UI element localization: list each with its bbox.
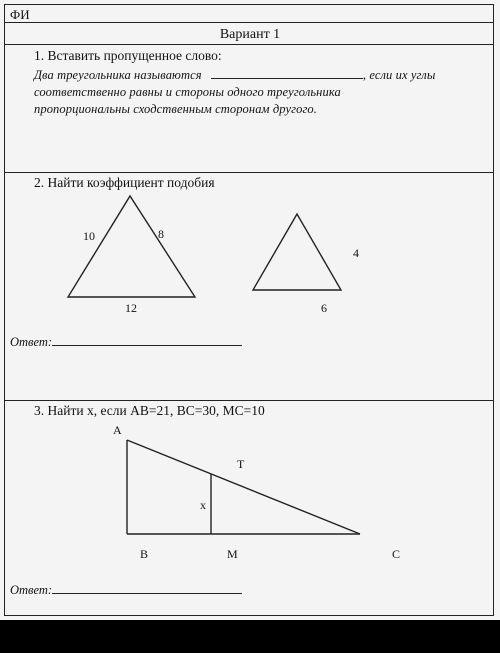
- bottom-black-bar: [0, 620, 500, 653]
- small-triangle-base: 6: [321, 301, 327, 315]
- point-b-label: B: [140, 547, 149, 561]
- big-triangle-base: 12: [125, 301, 137, 315]
- task1-line3: пропорциональны сходственным сторонам другого.: [34, 102, 317, 116]
- point-c-label: C: [392, 547, 401, 561]
- point-t-label: T: [237, 457, 245, 471]
- task3-answer-label: Ответ:: [10, 583, 53, 597]
- task3-answer: [10, 583, 242, 598]
- task1-line2: соответственно равны и стороны одного треугольника: [34, 85, 341, 99]
- task1-line1-end: , если их углы: [362, 68, 436, 82]
- big-triangle-left-side: 10: [83, 229, 95, 243]
- name-label: ФИ: [10, 7, 30, 22]
- x-label: x: [200, 498, 206, 512]
- big-triangle: [68, 196, 195, 297]
- task3-answer-line[interactable]: [52, 583, 242, 594]
- variant-title: Вариант 1: [219, 27, 281, 42]
- big-triangle-right-side: 8: [158, 227, 164, 241]
- small-triangle: [253, 214, 341, 290]
- task2-title: 2. Найти коэффициент подобия: [34, 175, 215, 190]
- task2-answer-label: Ответ:: [10, 335, 53, 349]
- task1-line1-start: Два треугольника называются: [34, 68, 202, 82]
- divider: [4, 400, 494, 401]
- point-a-label: A: [113, 423, 122, 437]
- point-m-label: M: [227, 547, 238, 561]
- task1-title: 1. Вставить пропущенное слово:: [34, 48, 222, 63]
- task2-answer: [10, 335, 242, 350]
- task2-answer-line[interactable]: [52, 335, 242, 346]
- segment-ac: [127, 440, 360, 534]
- small-triangle-right-side: 4: [353, 246, 359, 260]
- task3-title: 3. Найти x, если AB=21, BC=30, MC=10: [34, 403, 265, 418]
